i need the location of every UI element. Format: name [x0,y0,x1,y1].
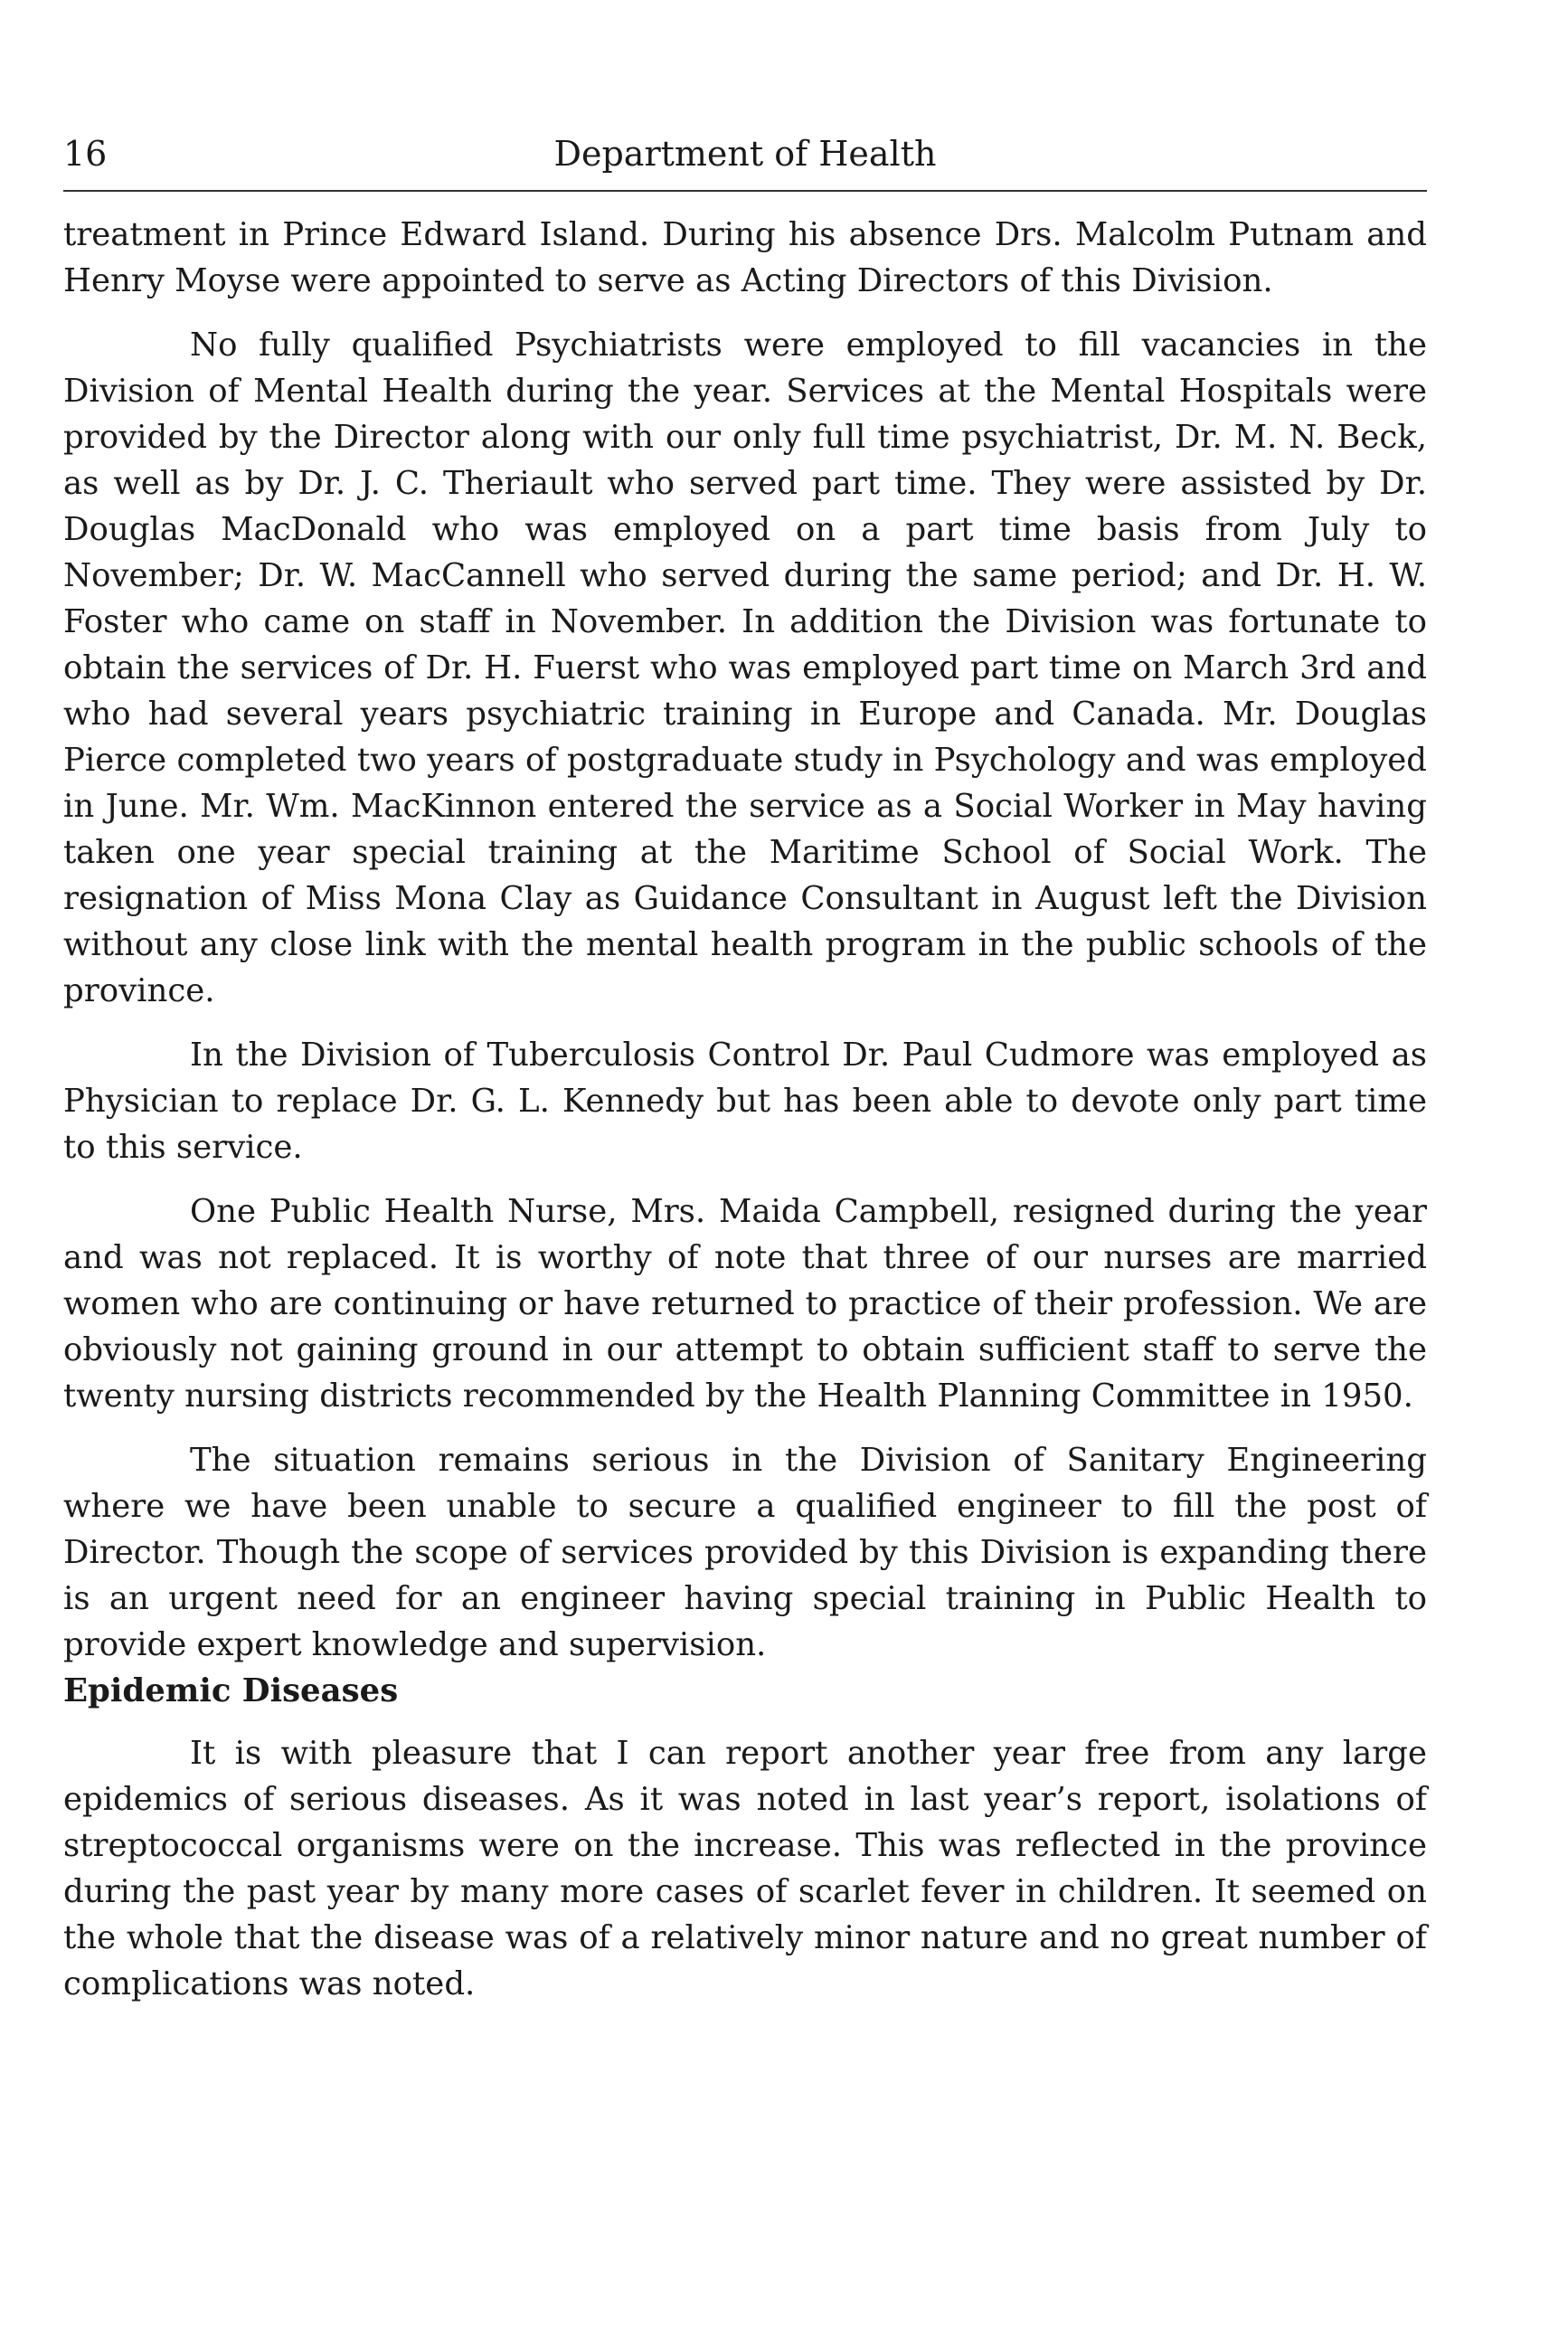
section-heading: Epidemic Diseases [63,1672,399,1709]
header-rule [63,190,1427,192]
paragraph-sanitary-engineering: The situation remains serious in the Division of Sanitary Engineering where we have been unable to secure a qualified engineer to fill the post of Director. Though the scope of services provided by this Division is expanding there is an urgent need for an engineer having special training in Public Health to provide expert knowledge and supervision. [63,1442,1427,1663]
paragraph-nursing: One Public Health Nurse, Mrs. Maida Campbell, resigned during the year and was not replaced. It is worthy of note that three of our nurses are married women who are continuing or have returned to practice of their profession. We are obviously not gaining ground in our attempt to obtain sufficient staff to serve the twenty nursing districts recommended by the Health Planning Committee in 1950. [63,1193,1427,1415]
paragraph-mental-health: No fully qualified Psychiatrists were employed to fill vacancies in the Division of Mental Health during the year. Services at the Mental Hospitals were provided by the Director along with our only full time psychiatrist, Dr. M. N. Beck, as well as by Dr. J. C. Theriault who served part time. They were assisted by Dr. Douglas MacDonald who was employed on a part time basis from July to November; Dr. W. MacCannell who served during the same period; and Dr. H. W. Foster who came on staff in November. In addition the Division was fortunate to obtain the services of Dr. H. Fuerst who was employed part time on March 3rd and who had several years psychiatric training in Europe and Canada. Mr. Douglas Pierce completed two years of postgraduate study in Psychology and was employed in June. Mr. Wm. MacKinnon entered the service as a Social Worker in May having taken one year special training at the Maritime School of Social Work. The resignation of Miss Mona Clay as Guidance Consultant in August left the Division without any close link with the mental health program in the public schools of the province. [63,327,1427,1009]
document-page [63,127,1427,2025]
paragraph-epidemic-diseases: It is with pleasure that I can report another year free from any large epidemics of serious diseases. As it was noted in last year’s report, isolations of streptococcal organisms were on the increase. This was reflected in the province during the past year by many more cases of scarlet fever in children. It seemed on the whole that the disease was of a relatively minor nature and no great number of complications was noted. [63,1735,1427,2002]
paragraph-tuberculosis: In the Division of Tuberculosis Control Dr. Paul Cudmore was employed as Physician to replace Dr. G. L. Kennedy but has been able to devote only part time to this service. [63,1037,1427,1166]
running-head [63,127,1427,181]
page-number: 16 [63,134,108,174]
body-text [63,212,1427,2007]
running-title: Department of Health [553,134,937,174]
paragraph-continued: treatment in Prince Edward Island. During his absence Drs. Malcolm Putnam and Henry Moyse were appointed to serve as Acting Directors of this Division. [63,216,1427,299]
